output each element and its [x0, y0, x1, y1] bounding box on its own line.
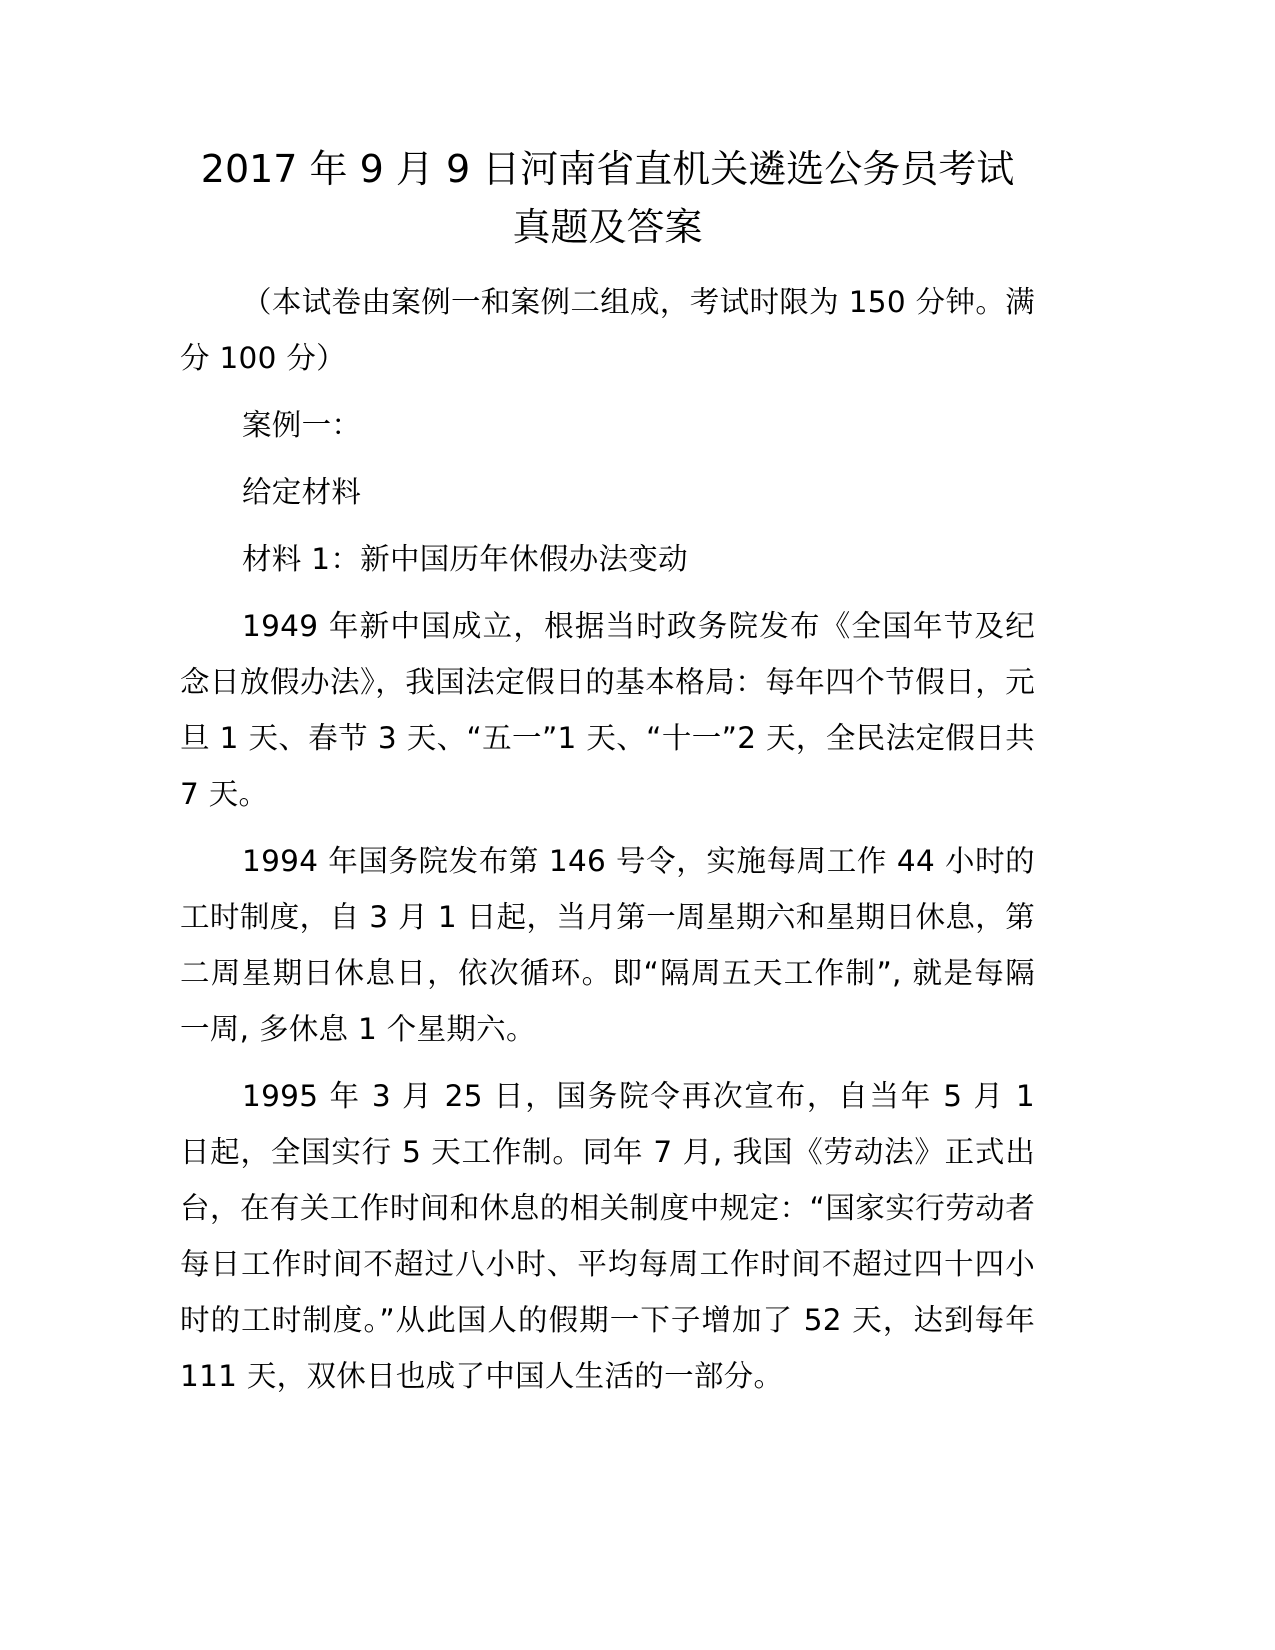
paragraph-1994: 1994 年国务院发布第 146 号令，实施每周工作 44 小时的工时制度，自 3 月 1 日起，当月第一周星期六和星期日休息，第二周星期日休息日，依次循环。即“隔周五天工作制”, 就是每隔一周, 多休息 1 个星期六。: [180, 844, 1035, 1046]
title-line-1: 2017 年 9 月 9 日河南省直机关遴选公务员考试: [200, 147, 1015, 191]
material-1-heading: 材料 1：新中国历年休假办法变动: [242, 542, 688, 576]
paragraph-1995: 1995 年 3 月 25 日，国务院令再次宣布，自当年 5 月 1 日起，全国实行 5 天工作制。同年 7 月, 我国《劳动法》正式出台，在有关工作时间和休息的相关制度中规定：“国家实行劳动者每日工作时间不超过八小时、平均每周工作时间不超过四十四小时的工时制度。”从此国人的假期一下子增加了 52 天，达到每年 111 天，双休日也成了中国人生活的一部分。: [180, 1079, 1035, 1393]
paragraph-1949: 1949 年新中国成立，根据当时政务院发布《全国年节及纪念日放假办法》，我国法定假日的基本格局：每年四个节假日，元旦 1 天、春节 3 天、“五一”1 天、“十一”2 天，全民法定假日共 7 天。: [180, 609, 1035, 811]
document-title: [180, 140, 1035, 256]
document-page: [180, 140, 1035, 1415]
case-heading: 案例一：: [242, 408, 362, 442]
title-line-2: 真题及答案: [512, 205, 703, 249]
given-material-heading: 给定材料: [242, 475, 362, 509]
exam-intro: （本试卷由案例一和案例二组成，考试时限为 150 分钟。满分 100 分）: [180, 285, 1035, 375]
